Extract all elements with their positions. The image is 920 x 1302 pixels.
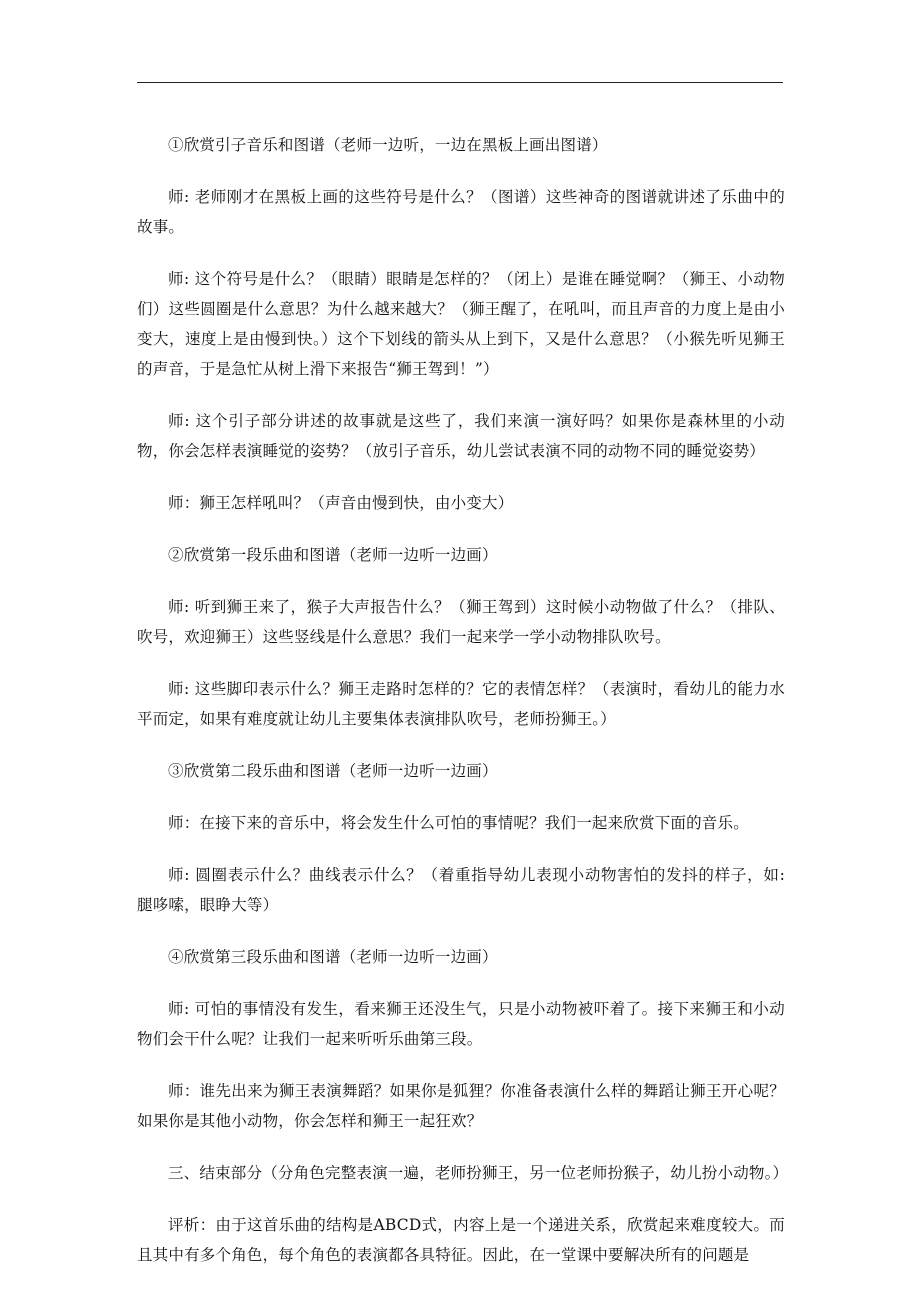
paragraph: 师：狮王怎样吼叫？（声音由慢到快，由小变大） xyxy=(168,494,514,512)
paragraph: 师：在接下来的音乐中，将会发生什么可怕的事情呢？我们一起来欣赏下面的音乐。 xyxy=(168,814,749,832)
paragraph: 师: 这个符号是什么？（眼睛）眼睛是怎样的？（闭上）是谁在睡觉啊？（狮王、小动物们）这些圆圈是什么意思？为什么越来越大？（狮王醒了，在吼叫，而且声音的力度上是由小变大，速度上是由慢到快。）这个下划线的箭头从上到下，又是什么意思？（小猴先听见狮王的声音，于是急忙从树上滑下来报告“狮王驾到！”） xyxy=(137,270,785,378)
paragraph-analysis: 评析：由于这首乐曲的结构是ABCD式，内容上是一个递进关系，欣赏起来难度较大。而且其中有多个角色，每个角色的表演都各具特征。因此，在一堂课中要解决所有的问题是 xyxy=(137,1216,785,1264)
paragraph: 师: 老师刚才在黑板上画的这些符号是什么？（图谱）这些神奇的图谱就讲述了乐曲中的故事。 xyxy=(137,188,785,236)
paragraph: 师: 可怕的事情没有发生，看来狮王还没生气，只是小动物被吓着了。接下来狮王和小动物们会干什么呢？让我们一起来听听乐曲第三段。 xyxy=(137,1000,785,1048)
header-rule xyxy=(137,82,783,83)
paragraph: 师：谁先出来为狮王表演舞蹈？如果你是狐狸？你准备表演什么样的舞蹈让狮王开心呢？如果你是其他小动物，你会怎样和狮王一起狂欢？ xyxy=(137,1082,785,1130)
paragraph-section-three: ④欣赏第三段乐曲和图谱（老师一边听一边画） xyxy=(168,948,498,966)
paragraph-section-two: ③欣赏第二段乐曲和图谱（老师一边听一边画） xyxy=(168,762,498,780)
paragraph: 师: 这个引子部分讲述的故事就是这些了，我们来演一演好吗？如果你是森林里的小动物，你会怎样表演睡觉的姿势？（放引子音乐，幼儿尝试表演不同的动物不同的睡觉姿势） xyxy=(137,412,785,460)
document-body xyxy=(137,130,789,1270)
paragraph: 师: 圆圈表示什么？曲线表示什么？（着重指导幼儿表现小动物害怕的发抖的样子，如: 腿哆嗦，眼睁大等） xyxy=(137,866,785,914)
paragraph-intro-section: ①欣赏引子音乐和图谱（老师一边听，一边在黑板上画出图谱） xyxy=(168,136,608,154)
paragraph: 师: 听到狮王来了，猴子大声报告什么？（狮王驾到）这时候小动物做了什么？（排队、吹号，欢迎狮王）这些竖线是什么意思？我们一起来学一学小动物排队吹号。 xyxy=(137,598,785,646)
paragraph-section-one: ②欣赏第一段乐曲和图谱（老师一边听一边画） xyxy=(168,546,498,564)
paragraph: 师: 这些脚印表示什么？狮王走路时怎样的？它的表情怎样？（表演时，看幼儿的能力水平而定，如果有难度就让幼儿主要集体表演排队吹号，老师扮狮王。） xyxy=(137,680,785,728)
paragraph-conclusion: 三、结束部分（分角色完整表演一遍，老师扮狮王，另一位老师扮猴子，幼儿扮小动物。） xyxy=(168,1164,789,1182)
